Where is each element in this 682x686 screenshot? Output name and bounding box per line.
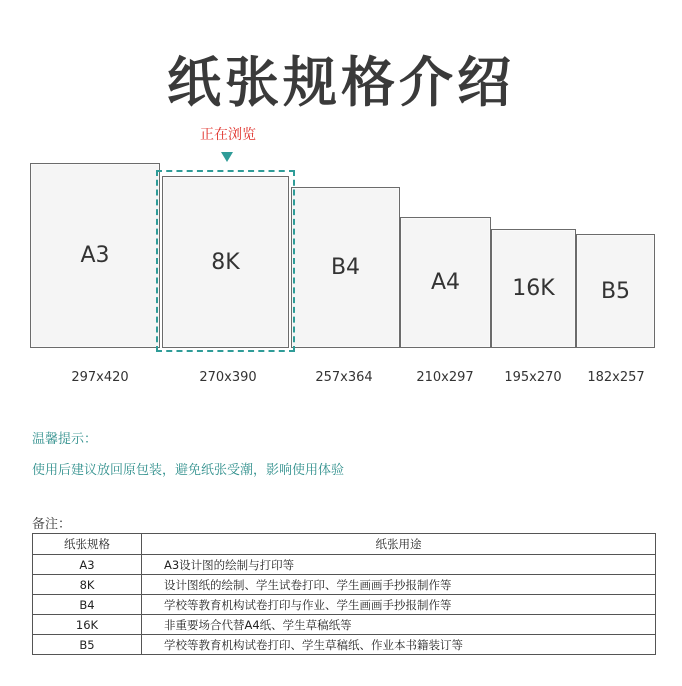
row-size: 16K xyxy=(33,615,142,635)
row-use: 设计图纸的绘制、学生试卷打印、学生画画手抄报制作等 xyxy=(142,575,656,595)
paper-dims-a4: 210x297 xyxy=(416,370,474,385)
table-header-row xyxy=(33,534,656,555)
selected-highlight-frame xyxy=(156,170,295,352)
paper-16k[interactable] xyxy=(491,229,576,348)
column-header-use: 纸张用途 xyxy=(142,534,656,555)
paper-dims-8k: 270x390 xyxy=(199,370,257,385)
paper-dims-b4: 257x364 xyxy=(315,370,373,385)
now-viewing-label: 正在浏览 xyxy=(200,127,256,143)
tip-body: 使用后建议放回原包装，避免纸张受潮，影响使用体验 xyxy=(32,463,345,478)
notes-title: 备注： xyxy=(32,517,72,532)
paper-b5[interactable] xyxy=(576,234,655,348)
tip-title: 温馨提示： xyxy=(32,432,98,447)
column-header-size: 纸张规格 xyxy=(33,534,142,555)
row-size: A3 xyxy=(33,555,142,575)
paper-a3[interactable] xyxy=(30,163,160,348)
row-size: B4 xyxy=(33,595,142,615)
row-use: 学校等教育机构试卷打印与作业、学生画画手抄报制作等 xyxy=(142,595,656,615)
paper-usage-table xyxy=(32,533,656,655)
paper-label: B4 xyxy=(330,255,361,280)
table-row xyxy=(33,615,656,635)
paper-b4[interactable] xyxy=(291,187,400,348)
table-row xyxy=(33,555,656,575)
row-use: 学校等教育机构试卷打印、学生草稿纸、作业本书籍装订等 xyxy=(142,635,656,655)
paper-label: B5 xyxy=(600,278,631,304)
row-size: 8K xyxy=(33,575,142,595)
table-row xyxy=(33,635,656,655)
page-title: 纸张规格介绍 xyxy=(167,51,515,114)
now-viewing-arrow-icon xyxy=(221,152,233,162)
paper-label: 16K xyxy=(512,276,555,301)
paper-a4[interactable] xyxy=(400,217,491,348)
paper-dims-16k: 195x270 xyxy=(504,370,562,385)
paper-dims-b5: 182x257 xyxy=(587,370,645,385)
paper-label: A4 xyxy=(430,270,461,295)
row-use: A3设计图的绘制与打印等 xyxy=(142,555,656,575)
table-row xyxy=(33,575,656,595)
paper-label: 8K xyxy=(211,249,240,275)
paper-dims-a3: 297x420 xyxy=(71,370,129,385)
row-size: B5 xyxy=(33,635,142,655)
table-row xyxy=(33,595,656,615)
row-use: 非重要场合代替A4纸、学生草稿纸等 xyxy=(142,615,656,635)
paper-label: A3 xyxy=(80,243,110,268)
